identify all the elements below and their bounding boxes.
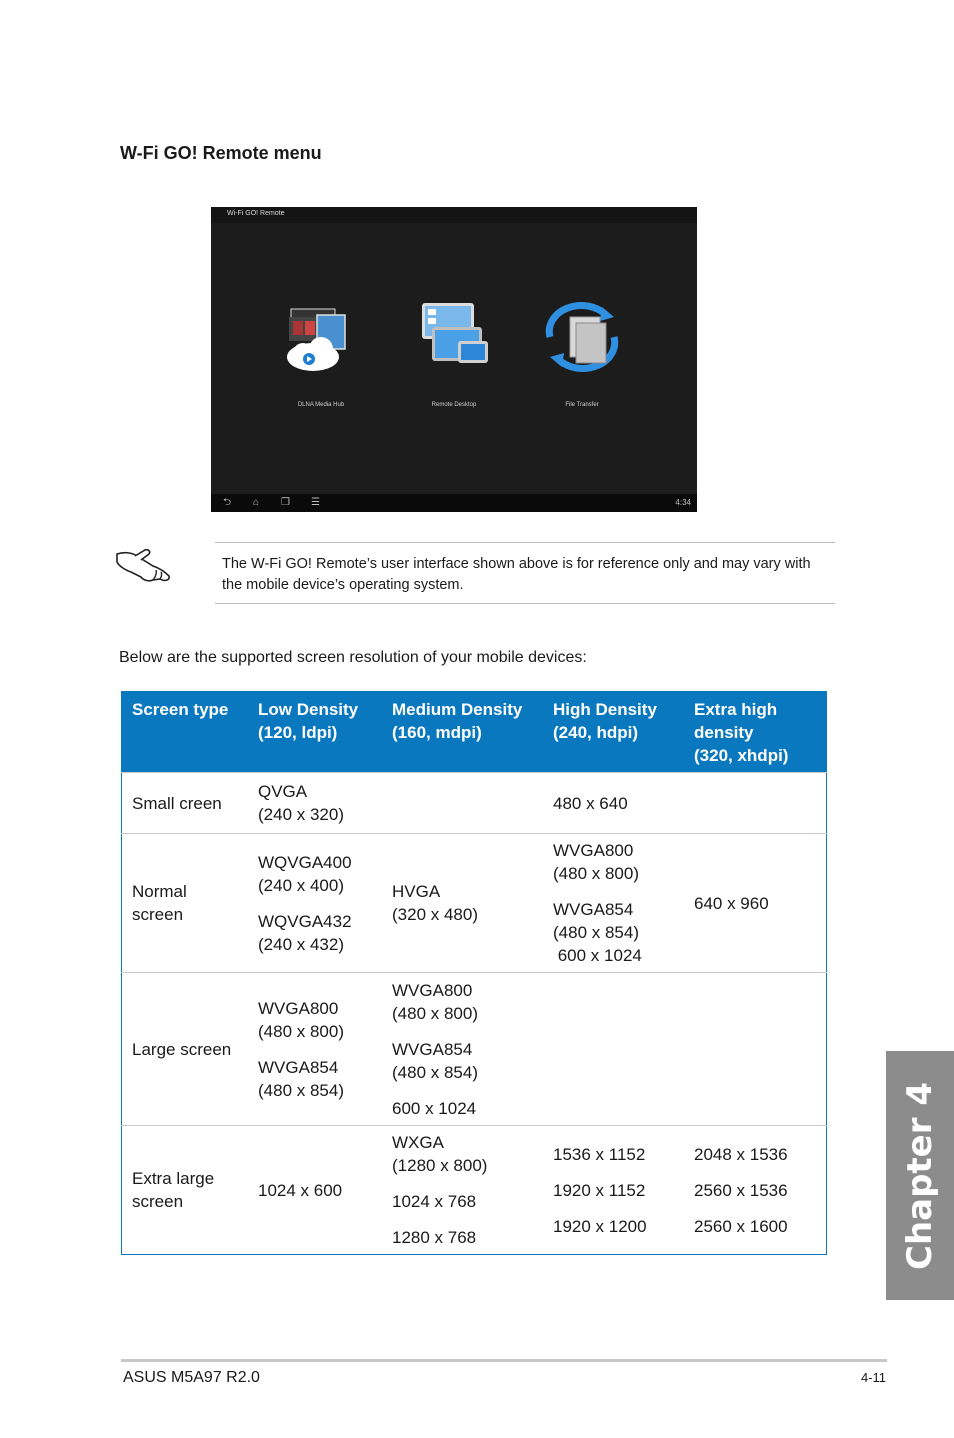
status-clock: 4:34 — [675, 498, 691, 507]
intro-text: Below are the supported screen resolution of your mobile devices: — [119, 649, 587, 666]
footer-divider — [121, 1359, 887, 1362]
table-cell — [122, 973, 249, 1126]
resolution-value: 1280 x 768 — [392, 1228, 477, 1247]
media-hub-icon — [281, 297, 361, 377]
table-cell — [248, 1126, 382, 1255]
resolution-value: WQVGA432 — [258, 911, 352, 931]
resolution-value: 480 x 640 — [553, 793, 628, 813]
note-box — [215, 542, 835, 604]
cell-spacer — [553, 1202, 674, 1215]
screen-type-label: Normal — [132, 882, 187, 901]
resolution-value: QVGA — [258, 782, 308, 801]
resolution-value: (480 x 854) — [258, 1080, 344, 1100]
home-icon[interactable]: ⌂ — [253, 497, 260, 508]
recent-apps-icon[interactable]: ❐ — [281, 497, 290, 508]
chapter-label: Chapter 4 — [900, 1081, 940, 1270]
screen-type-label: screen — [132, 905, 184, 924]
header-text: (120, ldpi) — [258, 723, 338, 742]
cell-spacer — [392, 1213, 533, 1226]
screenshot-nav-bar — [211, 494, 697, 512]
resolution-value: 1920 x 1152 — [553, 1180, 646, 1200]
table-cell — [684, 1126, 827, 1255]
resolution-value: 600 x 1024 — [392, 1098, 477, 1118]
footer-page-number: 4-11 — [860, 1370, 886, 1385]
table-cell — [684, 834, 827, 973]
resolution-value: 2560 x 1536 — [694, 1180, 788, 1200]
screenshot-title: Wi-Fi GO! Remote — [227, 210, 285, 217]
cell-spacer — [553, 885, 674, 898]
cell-spacer — [694, 1166, 816, 1179]
header-low-density — [248, 691, 382, 773]
footer-product: ASUS M5A97 R2.0 — [123, 1369, 260, 1386]
app-tile-remote-desktop[interactable] — [399, 297, 509, 417]
table-cell — [684, 973, 827, 1126]
resolution-value: (240 x 320) — [258, 805, 344, 824]
resolution-table — [121, 691, 827, 1255]
resolution-value: 1024 x 600 — [258, 1180, 343, 1200]
back-icon[interactable]: ⮌ — [223, 497, 232, 508]
table-row — [122, 1126, 827, 1255]
header-medium-density — [382, 691, 543, 773]
table-cell — [543, 773, 684, 834]
screen-type-label: Large screen — [132, 1039, 232, 1059]
cell-spacer — [694, 1202, 816, 1215]
resolution-value: (240 x 432) — [258, 934, 344, 954]
table-cell — [382, 973, 543, 1126]
table-cell — [248, 973, 382, 1126]
resolution-value: (480 x 800) — [553, 864, 639, 883]
screen-type-label: screen — [132, 1192, 184, 1211]
section-heading: W-Fi GO! Remote menu — [120, 143, 322, 163]
resolution-value: HVGA — [392, 882, 441, 901]
table-row — [122, 973, 827, 1126]
header-text: Screen type — [132, 700, 229, 719]
resolution-value: WQVGA400 — [258, 852, 352, 872]
table-cell — [248, 773, 382, 834]
resolution-value: WVGA854 — [392, 1039, 473, 1059]
header-text: Extra high — [694, 700, 778, 719]
resolution-value: 2560 x 1600 — [694, 1216, 788, 1236]
app-label-remote-desktop: Remote Desktop — [431, 402, 477, 408]
header-text: (320, xhdpi) — [694, 746, 789, 765]
app-tile-file-transfer[interactable] — [527, 297, 637, 417]
resolution-value: WVGA800 — [553, 841, 634, 860]
resolution-value: 1536 x 1152 — [553, 1144, 646, 1164]
table-cell — [382, 1126, 543, 1255]
cell-spacer — [392, 1084, 533, 1097]
cell-spacer — [258, 897, 372, 910]
cell-spacer — [392, 1177, 533, 1190]
table-row — [122, 834, 827, 973]
table-cell — [248, 834, 382, 973]
table-header-row — [122, 691, 827, 773]
header-text: (240, hdpi) — [553, 723, 639, 742]
cell-spacer — [392, 1025, 533, 1038]
table-cell — [382, 834, 543, 973]
app-tile-media-hub[interactable] — [266, 297, 376, 417]
chapter-tab — [886, 1051, 954, 1300]
resolution-value: (480 x 800) — [392, 1003, 478, 1023]
cell-spacer — [553, 1166, 674, 1179]
file-transfer-icon — [542, 297, 622, 377]
header-high-density — [543, 691, 684, 773]
note-text: The W-Fi GO! Remote’s user interface shown above is for reference only and may vary with the mobile device’s operating system. — [222, 556, 811, 593]
table-cell — [122, 773, 249, 834]
screenshot-title-bar — [211, 207, 697, 223]
note-hand-icon — [113, 540, 175, 584]
resolution-value: 600 x 1024 — [553, 946, 642, 965]
app-screenshot — [211, 207, 697, 512]
resolution-value: (240 x 400) — [258, 875, 344, 895]
screen-type-label: Extra large — [132, 1169, 215, 1188]
resolution-value: 640 x 960 — [694, 893, 769, 913]
resolution-value: 1024 x 768 — [392, 1192, 477, 1211]
header-screen-type — [122, 691, 249, 773]
resolution-value: WVGA800 — [392, 980, 473, 1000]
table-cell — [122, 834, 249, 973]
resolution-value: (480 x 800) — [258, 1021, 344, 1041]
header-text: Medium Density — [392, 700, 523, 719]
resolution-value: WXGA — [392, 1133, 444, 1152]
remote-desktop-icon — [414, 297, 494, 377]
table-cell — [543, 1126, 684, 1255]
table-cell — [543, 834, 684, 973]
table-cell — [122, 1126, 249, 1255]
header-text: (160, mdpi) — [392, 723, 482, 742]
resolution-value: (320 x 480) — [392, 905, 478, 924]
resolution-value: (1280 x 800) — [392, 1156, 488, 1175]
table-cell — [543, 973, 684, 1126]
table-cell — [684, 773, 827, 834]
app-label-media-hub: DLNA Media Hub — [297, 402, 345, 408]
app-label-file-transfer: File Transfer — [565, 402, 599, 408]
resolution-value: WVGA800 — [258, 998, 339, 1018]
resolution-value: (480 x 854) — [553, 923, 639, 942]
resolution-value: 2048 x 1536 — [694, 1144, 788, 1164]
resolution-value: WVGA854 — [258, 1057, 339, 1077]
resolution-value: 1920 x 1200 — [553, 1216, 647, 1236]
cell-spacer — [258, 1043, 372, 1056]
header-text: Low Density — [258, 700, 359, 719]
screen-type-label: Small creen — [132, 793, 222, 813]
table-cell — [382, 773, 543, 834]
menu-icon[interactable]: ☰ — [311, 497, 320, 508]
resolution-value: (480 x 854) — [392, 1062, 478, 1082]
table-row — [122, 773, 827, 834]
header-text: density — [694, 723, 754, 742]
header-text: High Density — [553, 700, 657, 719]
header-extra-high-density — [684, 691, 827, 773]
resolution-value: WVGA854 — [553, 900, 634, 919]
